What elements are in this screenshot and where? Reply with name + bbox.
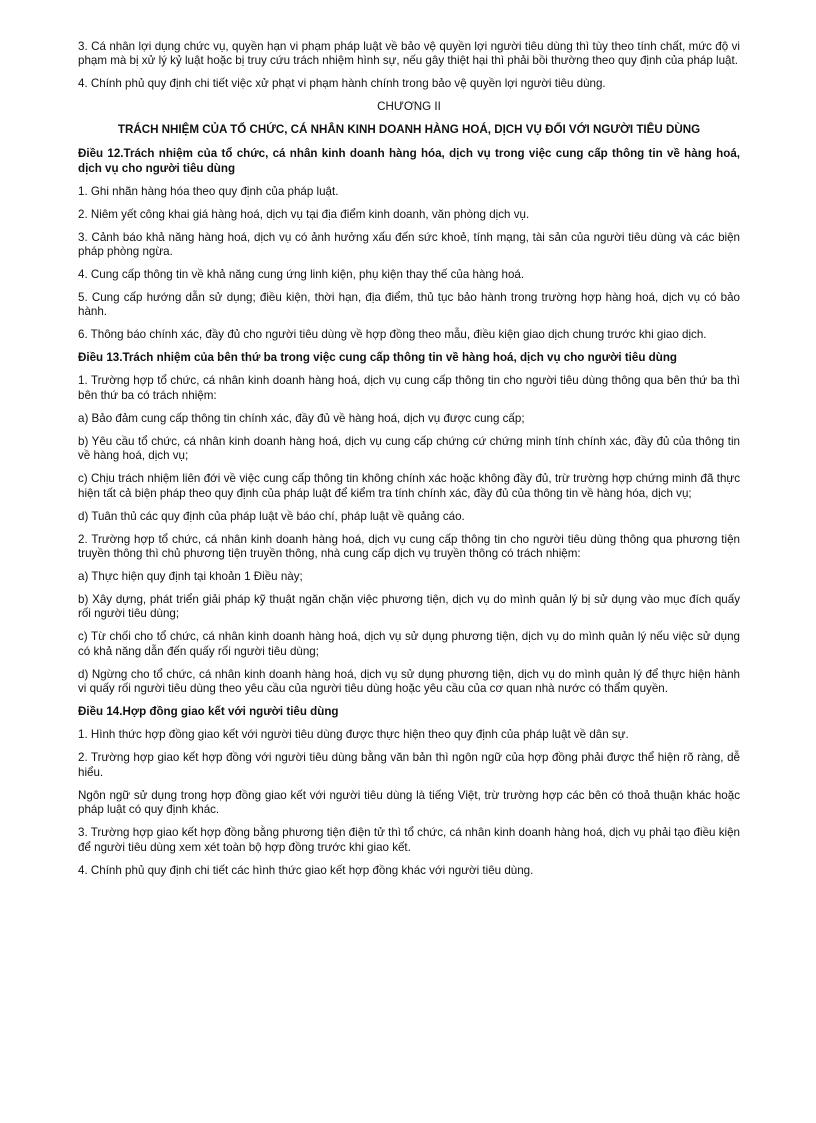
- paragraph: b) Yêu cầu tổ chức, cá nhân kinh doanh hàng hoá, dịch vụ cung cấp chứng cứ chứng minh tính chính xác, đầy đủ của thông tin về hàng hoá, dịch vụ;: [78, 434, 740, 463]
- paragraph: 1. Ghi nhãn hàng hóa theo quy định của pháp luật.: [78, 184, 339, 198]
- paragraph: 1. Hình thức hợp đồng giao kết với người tiêu dùng được thực hiện theo quy định của pháp luật về dân sự.: [78, 728, 629, 742]
- paragraph: d) Tuân thủ các quy định của pháp luật về báo chí, pháp luật về quảng cáo.: [78, 509, 465, 523]
- paragraph: Ngôn ngữ sử dụng trong hợp đồng giao kết với người tiêu dùng là tiếng Việt, trừ trường hợp các bên có thoả thuận khác hoặc pháp luật có quy định khác.: [78, 788, 740, 817]
- paragraph: a) Thực hiện quy định tại khoản 1 Điều này;: [78, 570, 303, 584]
- paragraph: 4. Chính phủ quy định chi tiết các hình thức giao kết hợp đồng khác với người tiêu dùng.: [78, 863, 534, 877]
- paragraph: 2. Niêm yết công khai giá hàng hoá, dịch vụ tại địa điểm kinh doanh, văn phòng dịch vụ.: [78, 207, 530, 221]
- paragraph: 1. Trường hợp tổ chức, cá nhân kinh doanh hàng hoá, dịch vụ cung cấp thông tin cho người tiêu dùng thông qua bên thứ ba thì bên thứ ba có trách nhiệm:: [78, 374, 740, 402]
- chapter-heading: CHƯƠNG II: [377, 100, 441, 114]
- paragraph: d) Ngừng cho tổ chức, cá nhân kinh doanh hàng hoá, dịch vụ sử dụng phương tiện, dịch vụ do mình quản lý để thực hiện hành vi quấy rối người tiêu dùng theo yêu cầu của người tiêu dùng hoặc yêu cầu của cơ quan nhà nước có thẩm quyền.: [78, 667, 740, 696]
- paragraph: a) Bảo đảm cung cấp thông tin chính xác, đầy đủ về hàng hoá, dịch vụ được cung cấp;: [78, 411, 525, 425]
- article-heading: Điều 13.Trách nhiệm của bên thứ ba trong việc cung cấp thông tin về hàng hoá, dịch vụ cho người tiêu dùng: [78, 351, 677, 365]
- article-heading: Điều 12.Trách nhiệm của tổ chức, cá nhân kinh doanh hàng hóa, dịch vụ trong việc cung cấp thông tin về hàng hoá, dịch vụ cho người tiêu dùng: [78, 147, 740, 175]
- paragraph: 2. Trường hợp tổ chức, cá nhân kinh doanh hàng hoá, dịch vụ cung cấp thông tin cho người tiêu dùng thông qua phương tiện truyền thông thì chủ phương tiện truyền thông, nhà cung cấp dịch vụ truyền thông có trách nhiệm:: [78, 532, 740, 561]
- paragraph: 6. Thông báo chính xác, đầy đủ cho người tiêu dùng về hợp đồng theo mẫu, điều kiện giao dịch chung trước khi giao dịch.: [78, 328, 707, 342]
- paragraph: 3. Cảnh báo khả năng hàng hoá, dịch vụ có ảnh hưởng xấu đến sức khoẻ, tính mạng, tài sản của người tiêu dùng và các biện pháp phòng ngừa.: [78, 230, 740, 259]
- paragraph: 4. Chính phủ quy định chi tiết việc xử phạt vi phạm hành chính trong bảo vệ quyền lợi người tiêu dùng.: [78, 77, 606, 91]
- paragraph: 4. Cung cấp thông tin về khả năng cung ứng linh kiện, phụ kiện thay thế của hàng hoá.: [78, 268, 525, 282]
- paragraph: 3. Cá nhân lợi dụng chức vụ, quyền hạn vi phạm pháp luật về bảo vệ quyền lợi người tiêu dùng thì tùy theo tính chất, mức độ vi phạm mà bị xử lý kỷ luật hoặc bị truy cứu trách nhiệm hình sự, nếu gây thiệt hại thì phải bồi thường theo quy định của pháp luật.: [78, 40, 740, 68]
- chapter-title: TRÁCH NHIỆM CỦA TỔ CHỨC, CÁ NHÂN KINH DOANH HÀNG HOÁ, DỊCH VỤ ĐỐI VỚI NGƯỜI TIÊU DÙNG: [117, 122, 701, 136]
- paragraph: 5. Cung cấp hướng dẫn sử dụng; điều kiện, thời hạn, địa điểm, thủ tục bảo hành trong trường hợp hàng hoá, dịch vụ có bảo hành.: [78, 291, 740, 319]
- article-heading: Điều 14.Hợp đồng giao kết với người tiêu dùng: [78, 705, 339, 719]
- paragraph: b) Xây dựng, phát triển giải pháp kỹ thuật ngăn chặn việc phương tiện, dịch vụ do mình quản lý bị sử dụng vào mục đích quấy rối người tiêu dùng;: [78, 593, 740, 621]
- paragraph: 3. Trường hợp giao kết hợp đồng bằng phương tiện điện tử thì tổ chức, cá nhân kinh doanh hàng hoá, dịch vụ phải tạo điều kiện để người tiêu dùng xem xét toàn bộ hợp đồng trước khi giao kết.: [78, 826, 740, 854]
- paragraph: 2. Trường hợp giao kết hợp đồng với người tiêu dùng bằng văn bản thì ngôn ngữ của hợp đồng phải được thể hiện rõ ràng, dễ hiểu.: [78, 751, 740, 779]
- document-page: [78, 40, 740, 887]
- paragraph: c) Chịu trách nhiệm liên đới về việc cung cấp thông tin không chính xác hoặc không đầy đủ, trừ trường hợp chứng minh đã thực hiện tất cả biện pháp theo quy định của pháp luật để kiểm tra tính chính xác, đầy đủ của thông tin về hàng hóa, dịch vụ;: [78, 472, 740, 500]
- paragraph: c) Từ chối cho tổ chức, cá nhân kinh doanh hàng hoá, dịch vụ sử dụng phương tiện, dịch vụ do mình quản lý nếu việc sử dụng có khả năng dẫn đến quấy rối người tiêu dùng;: [78, 630, 740, 658]
